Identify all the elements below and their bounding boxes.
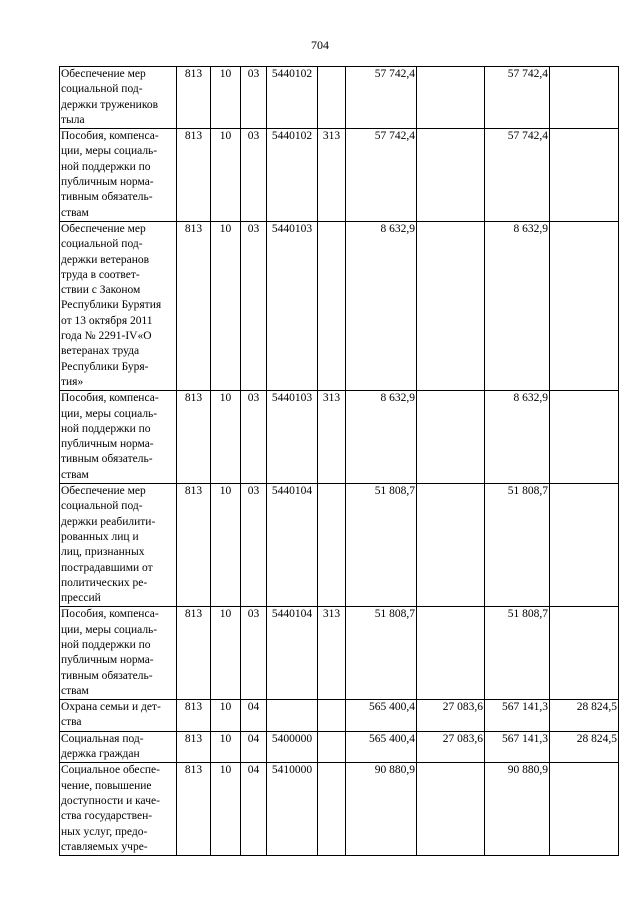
row-name-line: ствам bbox=[61, 684, 89, 697]
amount-2-cell bbox=[417, 221, 485, 390]
row-name-line: лиц, признанных bbox=[61, 546, 145, 559]
row-name-line: Обеспечение мер bbox=[61, 68, 146, 80]
section-code-cell: 10 bbox=[211, 607, 241, 700]
row-name-line: держки ветеранов bbox=[61, 253, 150, 266]
row-name-line: публичным норма- bbox=[61, 654, 154, 667]
row-name-cell bbox=[60, 221, 177, 390]
row-name-line: ции, меры социаль- bbox=[61, 407, 158, 420]
subsection-code-cell: 04 bbox=[241, 731, 267, 763]
row-name-line: Пособия, компенса- bbox=[61, 130, 159, 143]
row-name-line: Охрана семьи и дет- bbox=[61, 701, 161, 714]
section-code-cell: 10 bbox=[211, 129, 241, 222]
amount-4-cell bbox=[550, 484, 619, 607]
row-name-line: ства государствен- bbox=[61, 810, 153, 823]
amount-1-cell: 90 880,9 bbox=[346, 763, 417, 856]
subsection-code-cell: 04 bbox=[241, 763, 267, 856]
amount-3-cell: 567 141,3 bbox=[485, 700, 550, 732]
row-name-line: труда в соответ- bbox=[61, 268, 140, 281]
row-name-cell bbox=[60, 700, 177, 732]
amount-1-cell: 565 400,4 bbox=[346, 731, 417, 763]
row-name-line: Пособия, компенса- bbox=[61, 392, 159, 405]
table-row bbox=[60, 607, 619, 700]
amount-2-cell bbox=[417, 67, 485, 129]
row-name-line: ветеранах труда bbox=[61, 345, 140, 358]
row-name-line: Обеспечение мер bbox=[61, 485, 146, 498]
table-row bbox=[60, 700, 619, 732]
section-code-cell: 10 bbox=[211, 700, 241, 732]
row-name-line: от 13 октября 2011 bbox=[61, 314, 153, 327]
row-name-line: Социальное обеспе- bbox=[61, 764, 160, 777]
table-row bbox=[60, 391, 619, 484]
amount-1-cell: 8 632,9 bbox=[346, 391, 417, 484]
ministry-code-cell: 813 bbox=[177, 391, 211, 484]
expense-type-cell bbox=[318, 221, 346, 390]
row-name-line: чение, повышение bbox=[61, 779, 152, 792]
amount-3-cell: 90 880,9 bbox=[485, 763, 550, 856]
row-name-line: прессий bbox=[61, 592, 101, 605]
amount-4-cell bbox=[550, 67, 619, 129]
subsection-code-cell: 03 bbox=[241, 391, 267, 484]
row-name-line: доступности и каче- bbox=[61, 794, 160, 807]
row-name-line: ставляемых учре- bbox=[61, 840, 148, 853]
ministry-code-cell: 813 bbox=[177, 607, 211, 700]
row-name-line: тивным обязатель- bbox=[61, 191, 153, 204]
amount-2-cell: 27 083,6 bbox=[417, 700, 485, 732]
target-article-cell: 5440104 bbox=[267, 484, 318, 607]
amount-1-cell: 565 400,4 bbox=[346, 700, 417, 732]
expense-type-cell: 313 bbox=[318, 129, 346, 222]
row-name-cell bbox=[60, 391, 177, 484]
row-name-line: ства bbox=[61, 716, 82, 729]
row-name-line: держки реабилити- bbox=[61, 515, 156, 528]
amount-1-cell: 51 808,7 bbox=[346, 484, 417, 607]
row-name-cell bbox=[60, 67, 177, 129]
amount-2-cell bbox=[417, 391, 485, 484]
row-name-line: Республики Буря- bbox=[61, 360, 149, 373]
amount-3-cell: 8 632,9 bbox=[485, 221, 550, 390]
subsection-code-cell: 04 bbox=[241, 700, 267, 732]
amount-2-cell: 27 083,6 bbox=[417, 731, 485, 763]
row-name-cell bbox=[60, 607, 177, 700]
table-body bbox=[60, 67, 619, 856]
expense-type-cell: 313 bbox=[318, 391, 346, 484]
subsection-code-cell: 03 bbox=[241, 607, 267, 700]
table-row bbox=[60, 221, 619, 390]
subsection-code-cell: 03 bbox=[241, 129, 267, 222]
target-article-cell: 5440103 bbox=[267, 391, 318, 484]
row-name-line: года № 2291-IV«О bbox=[61, 330, 152, 343]
target-article-cell bbox=[267, 700, 318, 732]
subsection-code-cell: 03 bbox=[241, 221, 267, 390]
row-name-cell bbox=[60, 763, 177, 856]
ministry-code-cell: 813 bbox=[177, 700, 211, 732]
budget-table bbox=[59, 66, 619, 856]
table-row bbox=[60, 67, 619, 129]
row-name-line: политических ре- bbox=[61, 576, 148, 589]
row-name-line: публичным норма- bbox=[61, 176, 154, 189]
amount-1-cell: 57 742,4 bbox=[346, 129, 417, 222]
row-name-line: Обеспечение мер bbox=[61, 222, 146, 235]
section-code-cell: 10 bbox=[211, 484, 241, 607]
amount-3-cell: 8 632,9 bbox=[485, 391, 550, 484]
ministry-code-cell: 813 bbox=[177, 129, 211, 222]
row-name-line: публичным норма- bbox=[61, 438, 154, 451]
table-row bbox=[60, 129, 619, 222]
section-code-cell: 10 bbox=[211, 731, 241, 763]
row-name-line: тыла bbox=[61, 113, 85, 126]
section-code-cell: 10 bbox=[211, 67, 241, 129]
amount-4-cell bbox=[550, 763, 619, 856]
row-name-line: Республики Бурятия bbox=[61, 299, 162, 312]
target-article-cell: 5440103 bbox=[267, 221, 318, 390]
row-name-line: ной поддержки по bbox=[61, 638, 151, 651]
row-name-cell bbox=[60, 731, 177, 763]
row-name-line: рованных лиц и bbox=[61, 530, 139, 543]
row-name-line: держки тружеников bbox=[61, 98, 159, 111]
amount-4-cell: 28 824,5 bbox=[550, 731, 619, 763]
amount-3-cell: 51 808,7 bbox=[485, 484, 550, 607]
table-row bbox=[60, 763, 619, 856]
expense-type-cell bbox=[318, 731, 346, 763]
table-row bbox=[60, 484, 619, 607]
section-code-cell: 10 bbox=[211, 391, 241, 484]
row-name-line: социальной под- bbox=[61, 238, 143, 251]
page-number: 704 bbox=[311, 38, 329, 52]
amount-3-cell: 51 808,7 bbox=[485, 607, 550, 700]
ministry-code-cell: 813 bbox=[177, 731, 211, 763]
ministry-code-cell: 813 bbox=[177, 221, 211, 390]
row-name-line: Социальная под- bbox=[61, 732, 144, 745]
target-article-cell: 5440102 bbox=[267, 67, 318, 129]
amount-4-cell bbox=[550, 221, 619, 390]
row-name-line: ствам bbox=[61, 468, 89, 481]
amount-4-cell bbox=[550, 129, 619, 222]
amount-3-cell: 57 742,4 bbox=[485, 67, 550, 129]
amount-2-cell bbox=[417, 763, 485, 856]
subsection-code-cell: 03 bbox=[241, 484, 267, 607]
target-article-cell: 5400000 bbox=[267, 731, 318, 763]
row-name-line: социальной под- bbox=[61, 83, 143, 96]
amount-2-cell bbox=[417, 129, 485, 222]
target-article-cell: 5440102 bbox=[267, 129, 318, 222]
row-name-cell bbox=[60, 484, 177, 607]
row-name-line: тия» bbox=[61, 375, 84, 388]
ministry-code-cell: 813 bbox=[177, 763, 211, 856]
row-name-cell bbox=[60, 129, 177, 222]
amount-3-cell: 57 742,4 bbox=[485, 129, 550, 222]
row-name-line: тивным обязатель- bbox=[61, 669, 153, 682]
amount-4-cell bbox=[550, 391, 619, 484]
row-name-line: пострадавшими от bbox=[61, 561, 153, 574]
row-name-line: тивным обязатель- bbox=[61, 453, 153, 466]
row-name-line: ствам bbox=[61, 206, 89, 219]
row-name-line: ной поддержки по bbox=[61, 422, 151, 435]
row-name-line: Пособия, компенса- bbox=[61, 608, 159, 621]
amount-1-cell: 51 808,7 bbox=[346, 607, 417, 700]
row-name-line: ции, меры социаль- bbox=[61, 145, 158, 158]
row-name-line: держка граждан bbox=[61, 748, 140, 761]
section-code-cell: 10 bbox=[211, 763, 241, 856]
amount-1-cell: 8 632,9 bbox=[346, 221, 417, 390]
target-article-cell: 5410000 bbox=[267, 763, 318, 856]
amount-3-cell: 567 141,3 bbox=[485, 731, 550, 763]
expense-type-cell bbox=[318, 700, 346, 732]
target-article-cell: 5440104 bbox=[267, 607, 318, 700]
row-name-line: ных услуг, предо- bbox=[61, 825, 148, 838]
row-name-line: ной поддержки по bbox=[61, 160, 151, 173]
expense-type-cell: 313 bbox=[318, 607, 346, 700]
ministry-code-cell: 813 bbox=[177, 67, 211, 129]
expense-type-cell bbox=[318, 67, 346, 129]
row-name-line: социальной под- bbox=[61, 500, 143, 513]
amount-4-cell bbox=[550, 607, 619, 700]
expense-type-cell bbox=[318, 484, 346, 607]
section-code-cell: 10 bbox=[211, 221, 241, 390]
expense-type-cell bbox=[318, 763, 346, 856]
subsection-code-cell: 03 bbox=[241, 67, 267, 129]
row-name-line: ствии с Законом bbox=[61, 284, 141, 297]
amount-4-cell: 28 824,5 bbox=[550, 700, 619, 732]
table-row bbox=[60, 731, 619, 763]
amount-1-cell: 57 742,4 bbox=[346, 67, 417, 129]
amount-2-cell bbox=[417, 607, 485, 700]
amount-2-cell bbox=[417, 484, 485, 607]
ministry-code-cell: 813 bbox=[177, 484, 211, 607]
row-name-line: ции, меры социаль- bbox=[61, 623, 158, 636]
